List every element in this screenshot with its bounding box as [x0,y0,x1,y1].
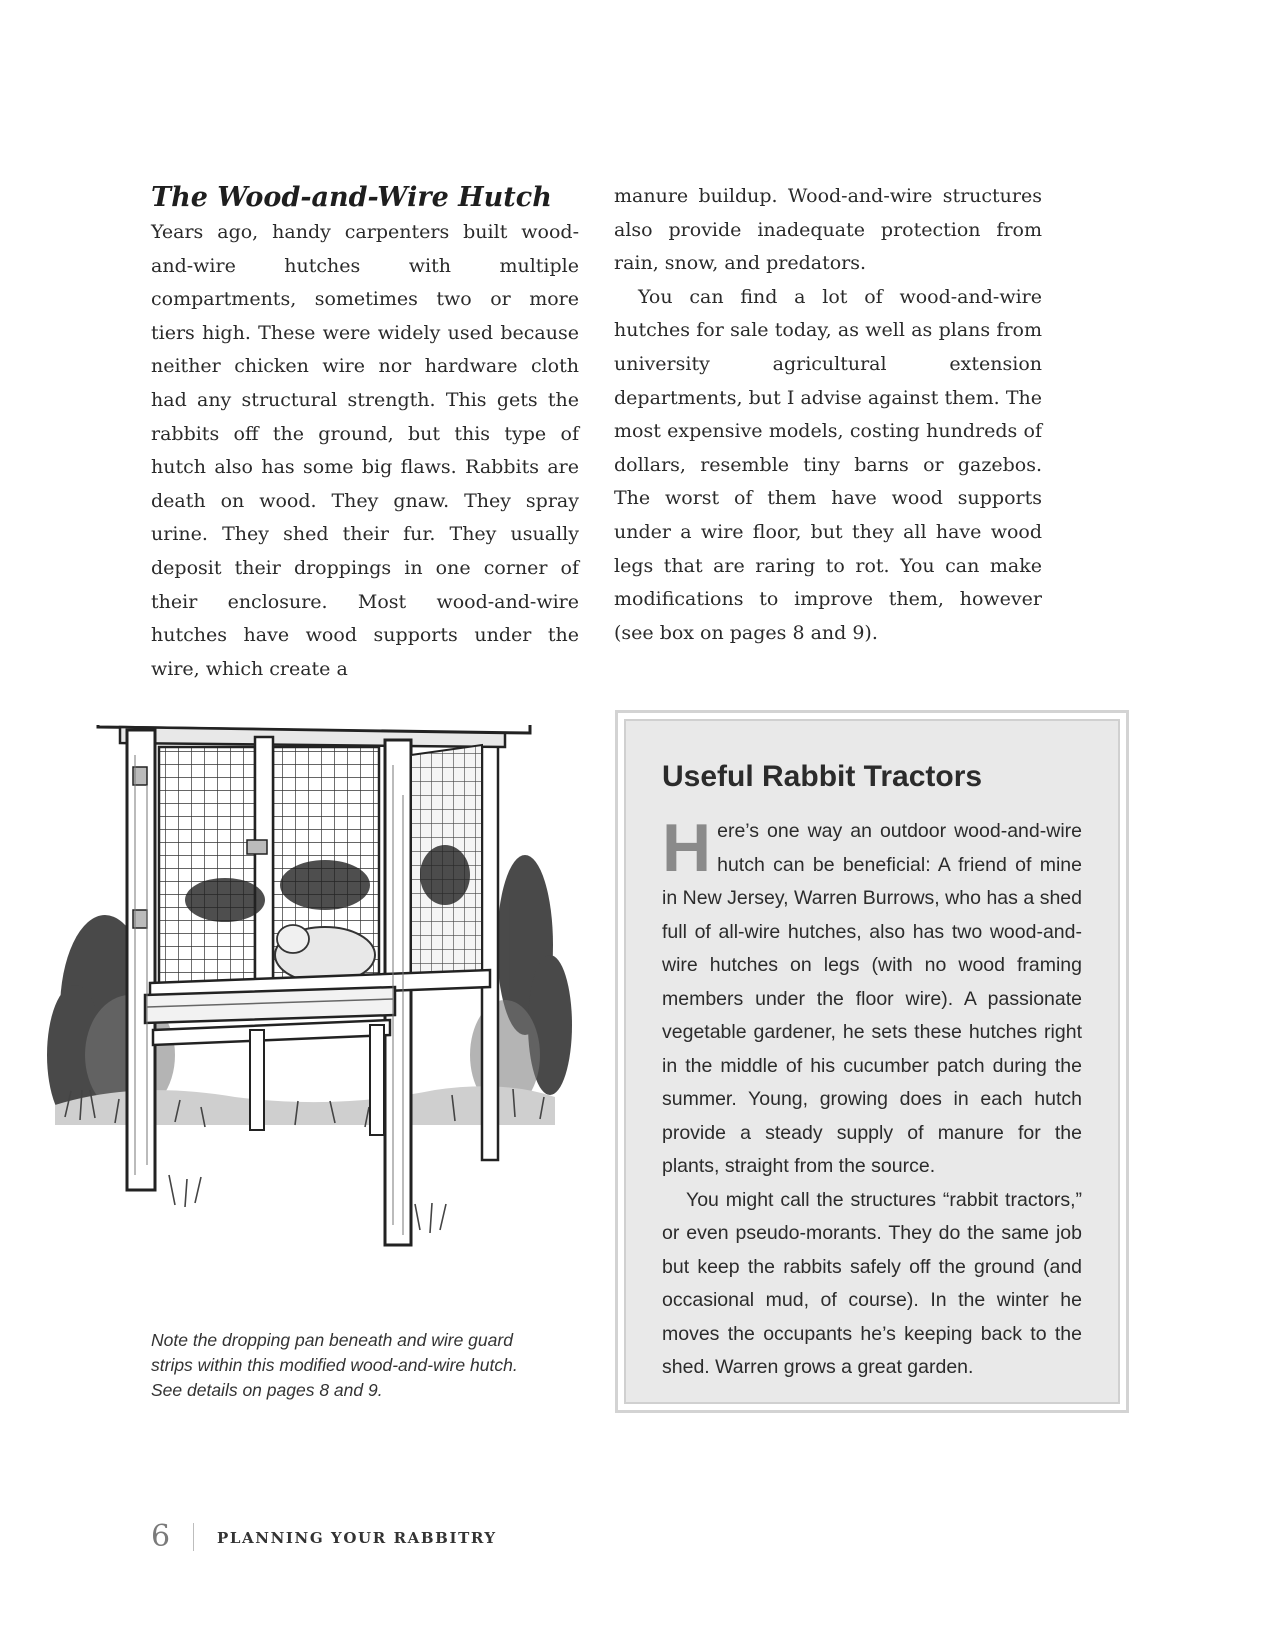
sidebar-paragraph-1 [662,810,1082,1184]
footer-divider [193,1523,194,1551]
body-paragraph-left: Years ago, handy carpenters built wood-and-wire hutches with multiple compartments, sometimes two or more tiers high. These were widely used because neither chicken wire nor hardware cloth had any structural strength. This gets the rabbits off the ground, but this type of hutch also has some big flaws. Rabbits are death on wood. They gnaw. They spray urine. They shed their fur. They usually deposit their droppings in one corner of their enclosure. Most wood-and-wire hutches have wood supports under the wire, which create a [151,221,579,680]
right-column [614,180,1042,650]
section-heading: The Wood-and-Wire Hutch [151,182,552,213]
sidebar-box [615,710,1129,1413]
figure-caption: Note the dropping pan beneath and wire guard strips within this modified wood-and-wire hutch. See details on pages 8 and 9. [151,1330,518,1400]
sidebar-paragraph-1-text: ere’s one way an outdoor wood-and-wire hutch can be beneficial: A friend of mine in New Jersey, Warren Burrows, who has a shed full of all-wire hutches, also has two wood-and-wire hutches on legs (with no wood framing members under the floor wire). A passionate vegetable gardener, he sets these hutches right in the middle of his cucumber patch during the summer. Young, growing does in each hutch provide a steady supply of manure for the plants, straight from the source. [662,820,1082,1177]
sidebar-panel [624,719,1120,1404]
page-number: 6 [151,1519,171,1554]
drop-cap: H [662,810,712,886]
body-paragraph-right-2: You can find a lot of wood-and-wire hutches for sale today, as well as plans from university agricultural extension departments, but I advise against them. The most expensive models, costing hundreds of dollars, resemble tiny barns or gazebos. The worst of them have wood supports under a wire floor, but they all have wood legs that are raring to rot. You can make modifications to improve them, however (see box on pages 8 and 9). [614,285,1042,644]
wood-and-wire-hutch-illustration-icon [35,725,580,1305]
running-footer-label: PLANNING YOUR RABBITRY [217,1529,497,1547]
body-paragraph-right-1: manure buildup. Wood-and-wire structures also provide inadequate protection from rain, snow, and predators. [614,185,1042,275]
sidebar-paragraph-2: You might call the structures “rabbit tractors,” or even pseudo-morants. They do the same job but keep the rabbits safely off the ground (and occasional mud, of course). In the winter he moves the occupants he’s keeping back to the shed. Warren grows a great garden. [662,1188,1082,1378]
left-column [151,180,579,686]
hutch-illustration [35,725,580,1305]
sidebar-title: Useful Rabbit Tractors [662,760,983,793]
